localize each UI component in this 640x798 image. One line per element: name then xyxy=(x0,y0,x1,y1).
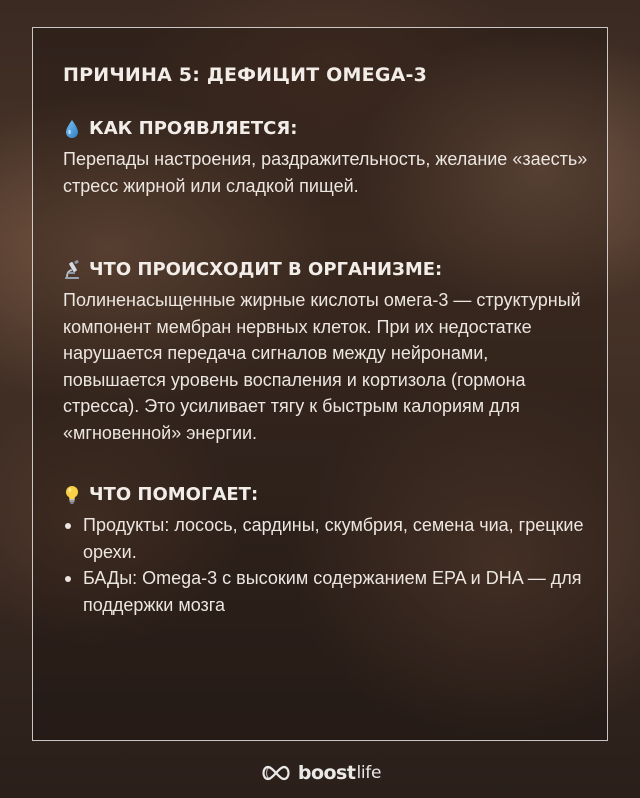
section-symptoms-text: Перепады настроения, раздражительность, желание «заесть» стресс жирной или сладкой пищей. xyxy=(63,149,588,196)
section-symptoms-heading: КАК ПРОЯВЛЯЕТСЯ: xyxy=(89,118,298,139)
section-mechanism-header xyxy=(63,257,593,283)
slide-content xyxy=(63,62,593,618)
list-item: Продукты: лосось, сардины, скумбрия, семена чиа, грецкие орехи. xyxy=(63,512,593,565)
section-mechanism-heading: ЧТО ПРОИСХОДИТ В ОРГАНИЗМЕ: xyxy=(89,259,443,280)
section-mechanism xyxy=(63,257,593,446)
brand-logo xyxy=(0,762,640,784)
section-help xyxy=(63,482,593,618)
section-mechanism-text: Полиненасыщенные жирные кислоты омега-3 — структурный компонент мембран нервных клеток. При их недостатке нарушается передача сигналов между нейронами, повышается уровень воспаления и кортизола (гормона стресса). Это усиливает тягу к быстрым калориям для «мгновенной» энергии. xyxy=(63,290,581,443)
infinity-logo-icon xyxy=(259,764,293,782)
section-symptoms xyxy=(63,116,593,199)
help-bullet-list xyxy=(63,512,593,618)
section-symptoms-header xyxy=(63,116,593,142)
microscope-icon xyxy=(63,259,81,281)
list-item: БАДы: Omega-3 с высоким содержанием EPA и DHA — для поддержки мозга xyxy=(63,565,593,618)
slide-title: ПРИЧИНА 5: ДЕФИЦИТ OMEGA-3 xyxy=(63,64,428,86)
light-bulb-icon xyxy=(63,484,81,506)
brand-name-light: life xyxy=(356,763,382,783)
section-help-header xyxy=(63,482,593,508)
brand-name-bold: boost xyxy=(297,762,356,784)
section-help-heading: ЧТО ПОМОГАЕТ: xyxy=(89,484,259,505)
droplet-icon xyxy=(63,118,81,140)
